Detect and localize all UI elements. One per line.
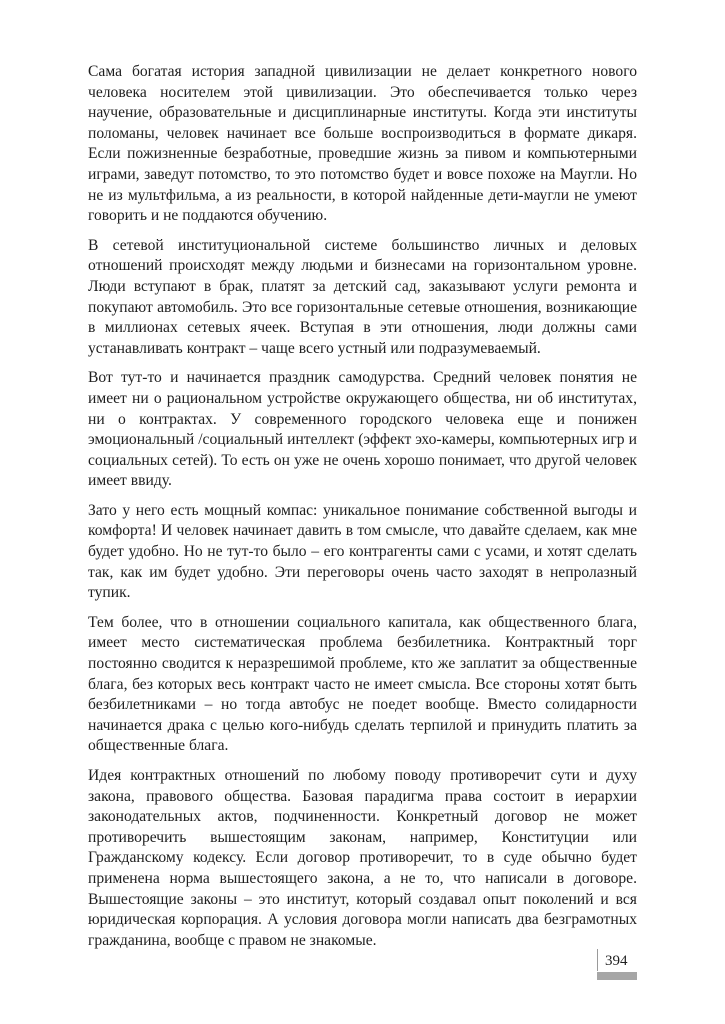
body-text (88, 62, 637, 960)
paragraph-1: Сама богатая история западной цивилизации не делает конкретного нового человека носителем этой цивилизации. Это обеспечивается только через научение, образовательные и дисциплинарные институты. Когда эти институты поломаны, человек начинает все больше воспроизводиться в формате дикаря. Если пожизненные безработные, проведшие жизнь за пивом и компьютерными играми, заведут потомство, то это потомство будет и вовсе похоже на Маугли. Но не из мультфильма, а из реальности, в которой найденные дети-маугли не умеют говорить и не поддаются обучению. (88, 63, 637, 225)
page-number-rule (597, 949, 598, 971)
page-number: 394 (605, 953, 628, 969)
page-number-bar (597, 972, 637, 980)
paragraph-6: Идея контрактных отношений по любому поводу противоречит сути и духу закона, правового общества. Базовая парадигма права состоит в иерархии законодательных актов, подчиненности. Конкретный договор не может противоречить вышестоящим законам, например, Конституции или Гражданскому кодексу. Если договор противоречит, то в суде обычно будет применена норма вышестоящего закона, а не то, что написали в договоре. Вышестоящие законы – это институт, который создавал опыт поколений и вся юридическая корпорация. А условия договора могли написать два безграмотных гражданина, вообще с правом не знакомые. (88, 767, 637, 949)
paragraph-4: Зато у него есть мощный компас: уникальное понимание собственной выгоды и комфорта! И человек начинает давить в том смысле, что давайте сделаем, как мне будет удобно. Но не тут-то было – его контрагенты сами с усами, и хотят сделать так, как им будет удобно. Эти переговоры очень часто заходят в непролазный тупик. (88, 501, 637, 602)
page-number-box (597, 949, 637, 981)
paragraph-3: Вот тут-то и начинается праздник самодурства. Средний человек понятия не имеет ни о рациональном устройстве окружающего общества, ни об институтах, ни о контрактах. У современного городского человека еще и понижен эмоциональный /социальный интеллект (эффект эхо-камеры, компьютерных игр и социальных сетей). То есть он уже не очень хорошо понимает, что другой человек имеет ввиду. (88, 369, 637, 490)
paragraph-5: Тем более, что в отношении социального капитала, как общественного блага, имеет место систематическая проблема безбилетника. Контрактный торг постоянно сводится к неразрешимой проблеме, кто же заплатит за общественные блага, без которых весь контракт часто не имеет смысла. Все стороны хотят быть безбилетниками – но тогда автобус не поедет вообще. Вместо солидарности начинается драка с целью кого-нибудь сделать терпилой и принудить платить за общественные блага. (88, 613, 637, 755)
paragraph-2: В сетевой институциональной системе большинство личных и деловых отношений происходят между людьми и бизнесами на горизонтальном уровне. Люди вступают в брак, платят за детский сад, заказывают услуги ремонта и покупают автомобиль. Это все горизонтальные сетевые отношения, возникающие в миллионах сетевых ячеек. Вступая в эти отношения, люди должны сами устанавливать контракт – чаще всего устный или подразумеваемый. (88, 236, 637, 357)
